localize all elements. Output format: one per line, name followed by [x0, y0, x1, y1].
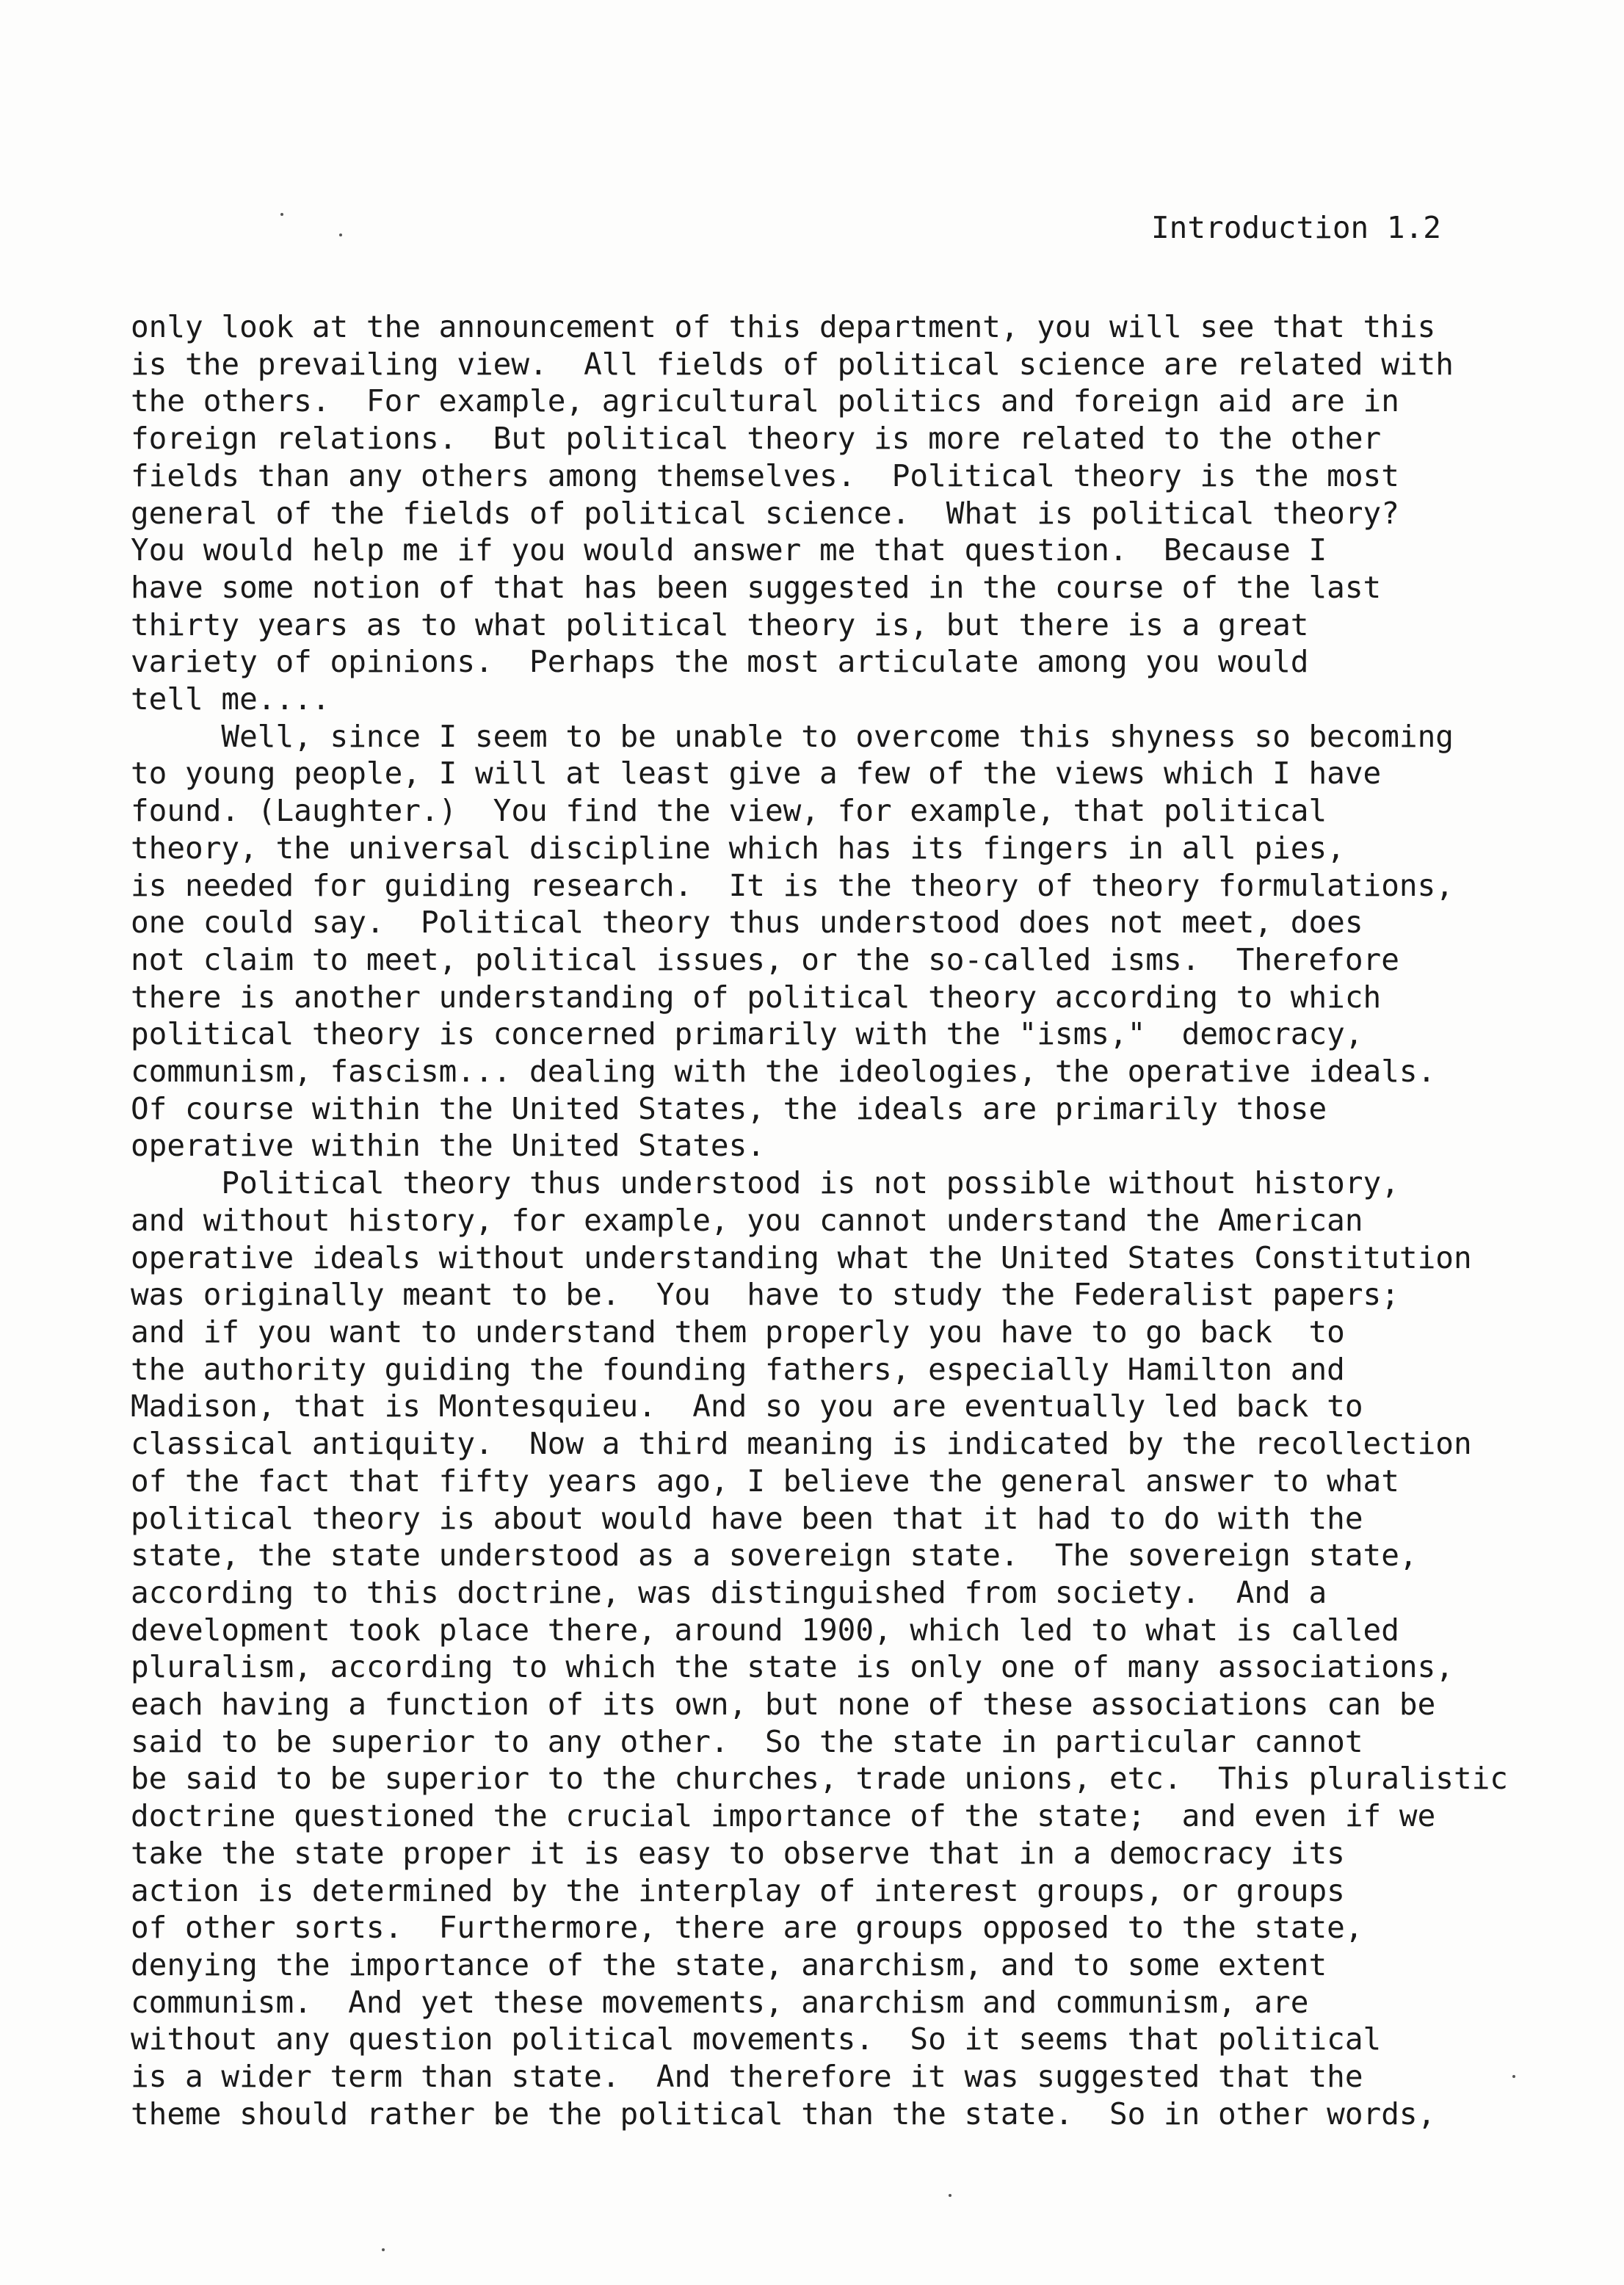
text-line: without any question political movements. So it seems that political — [131, 2021, 1382, 2057]
text-line: of other sorts. Furthermore, there are groups opposed to the state, — [131, 1910, 1363, 1946]
text-line: each having a function of its own, but none of these associations can be — [131, 1687, 1436, 1723]
text-line: foreign relations. But political theory is more related to the other — [131, 421, 1382, 457]
text-line: development took place there, around 1900, which led to what is called — [131, 1612, 1399, 1648]
text-line: and if you want to understand them properly you have to go back to — [131, 1314, 1345, 1350]
text-line: Well, since I seem to be unable to overcome this shyness so becoming — [131, 718, 1454, 754]
text-line: doctrine questioned the crucial importance of the state; and even if we — [131, 1798, 1436, 1834]
text-line: tell me.... — [131, 681, 330, 717]
text-line: Political theory thus understood is not possible without history, — [131, 1165, 1399, 1201]
text-line: one could say. Political theory thus understood does not meet, does — [131, 905, 1363, 941]
text-line: theme should rather be the political than the state. So in other words, — [131, 2096, 1436, 2132]
text-line: is a wider term than state. And therefore it was suggested that the — [131, 2059, 1363, 2095]
text-line: there is another understanding of political theory according to which — [131, 979, 1382, 1015]
scan-speck — [1512, 2075, 1515, 2078]
scan-speck — [382, 2248, 385, 2251]
scan-speck — [339, 233, 342, 236]
text-line: only look at the announcement of this department, you will see that this — [131, 309, 1436, 344]
body-text — [131, 308, 1599, 2132]
text-line: general of the fields of political science. What is political theory? — [131, 495, 1399, 531]
text-line: operative within the United States. — [131, 1128, 765, 1164]
text-line: Madison, that is Montesquieu. And so you are eventually led back to — [131, 1388, 1363, 1424]
text-line: state, the state understood as a sovereign state. The sovereign state, — [131, 1538, 1418, 1574]
text-line: take the state proper it is easy to observe that in a democracy its — [131, 1835, 1345, 1871]
text-line: pluralism, according to which the state is only one of many associations, — [131, 1649, 1454, 1685]
text-line: was originally meant to be. You have to study the Federalist papers; — [131, 1277, 1399, 1313]
text-line: denying the importance of the state, anarchism, and to some extent — [131, 1947, 1327, 1982]
page-header: Introduction 1.2 — [1151, 210, 1441, 245]
text-line: classical antiquity. Now a third meaning is indicated by the recollection — [131, 1426, 1472, 1462]
text-line: of the fact that fifty years ago, I believe the general answer to what — [131, 1463, 1399, 1499]
text-line: not claim to meet, political issues, or the so-called isms. Therefore — [131, 941, 1399, 977]
text-line: said to be superior to any other. So the state in particular cannot — [131, 1723, 1363, 1759]
text-line: and without history, for example, you cannot understand the American — [131, 1202, 1363, 1238]
text-line: political theory is about would have been that it had to do with the — [131, 1500, 1363, 1536]
text-line: communism. And yet these movements, anarchism and communism, are — [131, 1984, 1309, 2020]
text-line: to young people, I will at least give a few of the views which I have — [131, 756, 1382, 792]
text-line: the authority guiding the founding fathers, especially Hamilton and — [131, 1351, 1345, 1387]
text-line: thirty years as to what political theory is, but there is a great — [131, 606, 1309, 642]
text-line: is the prevailing view. All fields of political science are related with — [131, 346, 1454, 382]
text-line: political theory is concerned primarily with the "isms," democracy, — [131, 1016, 1363, 1052]
scan-speck — [280, 213, 283, 216]
text-line: is needed for guiding research. It is the theory of theory formulations, — [131, 867, 1454, 903]
text-line: theory, the universal discipline which has its fingers in all pies, — [131, 830, 1345, 866]
text-line: the others. For example, agricultural politics and foreign aid are in — [131, 383, 1399, 419]
text-line: fields than any others among themselves. Political theory is the most — [131, 457, 1399, 493]
text-line: operative ideals without understanding what the United States Constitution — [131, 1239, 1472, 1275]
text-line: be said to be superior to the churches, trade unions, etc. This pluralistic — [131, 1761, 1508, 1797]
text-line: have some notion of that has been suggested in the course of the last — [131, 569, 1382, 605]
text-line: variety of opinions. Perhaps the most articulate among you would — [131, 644, 1309, 680]
text-line: according to this doctrine, was distinguished from society. And a — [131, 1574, 1327, 1610]
text-line: found. (Laughter.) You find the view, for example, that political — [131, 793, 1327, 829]
text-line: action is determined by the interplay of interest groups, or groups — [131, 1872, 1345, 1908]
text-line: communism, fascism... dealing with the ideologies, the operative ideals. — [131, 1054, 1436, 1090]
text-line: Of course within the United States, the ideals are primarily those — [131, 1090, 1327, 1126]
scan-speck — [949, 2194, 951, 2197]
text-line: You would help me if you would answer me that question. Because I — [131, 532, 1327, 568]
